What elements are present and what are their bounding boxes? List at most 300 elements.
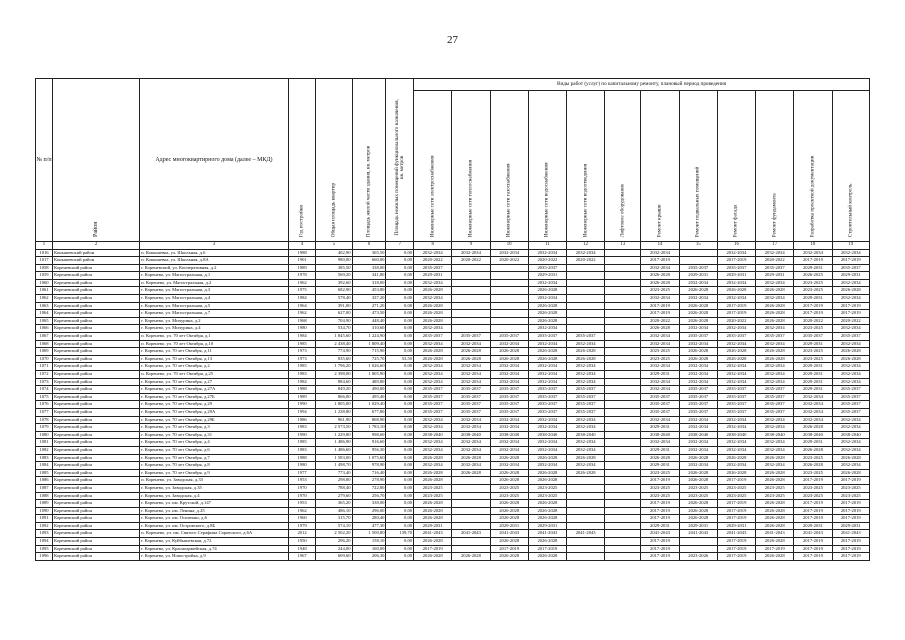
table-cell: Кореневский район: [52, 401, 139, 409]
table-cell: 1085: [36, 469, 53, 477]
table-cell: 2035-2037: [756, 333, 794, 341]
table-cell: 1068: [36, 340, 53, 348]
table-cell: 956,30: [352, 446, 386, 454]
table-cell: 2017-2019: [832, 538, 869, 546]
table-cell: 2023-2025: [641, 287, 679, 295]
table-cell: [452, 500, 490, 508]
table-cell: [490, 295, 528, 303]
column-number: 18: [794, 242, 832, 250]
table-cell: 2032-2034: [528, 340, 566, 348]
table-cell: Кореневский район: [52, 500, 139, 508]
table-cell: 2032-2034: [756, 424, 794, 432]
table-cell: 2038-2040: [567, 431, 605, 439]
table-cell: Кореневский район: [52, 317, 139, 325]
table-cell: 2035-2037: [414, 264, 452, 272]
table-cell: 1990: [288, 401, 316, 409]
table-cell: 2026-2028: [756, 500, 794, 508]
table-cell: 1073: [36, 378, 53, 386]
table-cell: 2032-2034: [490, 416, 528, 424]
table-cell: г. Коренево, ул. Магистральная, д.7: [140, 310, 289, 318]
table-cell: 2026-2028: [528, 553, 566, 561]
table-cell: [490, 272, 528, 280]
table-cell: 1970: [288, 492, 316, 500]
table-cell: 2026-2028: [414, 477, 452, 485]
table-cell: 2038-2040: [679, 431, 717, 439]
table-cell: 2026-2028: [490, 553, 528, 561]
table-cell: Кореневский район: [52, 378, 139, 386]
table-cell: 256,70: [352, 492, 386, 500]
table-cell: 2032-2034: [414, 325, 452, 333]
table-cell: 2026-2028: [452, 454, 490, 462]
table-cell: 1962: [288, 310, 316, 318]
table-cell: [605, 386, 641, 394]
header-row-1: [36, 79, 870, 91]
table-cell: [605, 378, 641, 386]
table-cell: 1069: [36, 348, 53, 356]
table-cell: 338,00: [352, 500, 386, 508]
table-cell: 1984: [288, 333, 316, 341]
table-cell: [452, 317, 490, 325]
table-cell: [452, 515, 490, 523]
table-cell: 2032-2034: [717, 295, 755, 303]
table-cell: 2 438,40: [316, 340, 352, 348]
table-cell: Кореневский район: [52, 553, 139, 561]
table-cell: 2032-2034: [452, 363, 490, 371]
col-header-nonliving-area: [386, 79, 414, 242]
table-cell: 2026-2028: [414, 310, 452, 318]
table-cell: Кореневский район: [52, 507, 139, 515]
table-cell: 1072: [36, 371, 53, 379]
table-cell: 2026-2028: [832, 287, 869, 295]
table-cell: 2032-2034: [794, 408, 832, 416]
table-cell: 2012: [288, 530, 316, 538]
table-cell: 2032-2034: [756, 363, 794, 371]
table-cell: 2029-2031: [794, 340, 832, 348]
table-cell: 2035-2037: [641, 393, 679, 401]
table-cell: 2029-2031: [641, 446, 679, 454]
table-row: [36, 279, 870, 287]
table-cell: 0,00: [386, 348, 414, 356]
table-cell: 0,00: [386, 522, 414, 530]
table-cell: 2035-2037: [528, 401, 566, 409]
table-cell: 2035-2037: [679, 333, 717, 341]
table-cell: 2032-2034: [452, 439, 490, 447]
table-cell: 2017-2019: [794, 500, 832, 508]
table-cell: 0,00: [386, 515, 414, 523]
table-cell: 2026-2028: [756, 477, 794, 485]
table-cell: п. Коренево, ул. 70 лет Октября, д.25: [140, 371, 289, 379]
table-cell: 1989: [288, 264, 316, 272]
table-cell: 1061: [36, 287, 53, 295]
table-cell: 2026-2028: [452, 469, 490, 477]
table-cell: 2035-2037: [832, 264, 869, 272]
col-header-work-label: Лифтовое оборудование: [619, 183, 626, 237]
table-cell: 2026-2028: [414, 317, 452, 325]
table-cell: 2032-2034: [567, 439, 605, 447]
table-cell: 1 486,90: [316, 439, 352, 447]
table-cell: 1017: [36, 257, 53, 265]
table-cell: г. Коренево, ул. 70 лет Октября, д.27: [140, 378, 289, 386]
table-cell: 0,00: [386, 287, 414, 295]
table-cell: 0,00: [386, 371, 414, 379]
table-cell: г. Коренево, ул. им. Островского, д.8Б: [140, 522, 289, 530]
table-cell: 2032-2034: [490, 249, 528, 257]
table-row: [36, 333, 870, 341]
table-cell: 2026-2028: [679, 287, 717, 295]
table-cell: 2041-2043: [452, 530, 490, 538]
table-cell: [567, 310, 605, 318]
table-cell: 2026-2028: [641, 279, 679, 287]
table-cell: 1 026,60: [352, 363, 386, 371]
table-cell: 609,60: [316, 553, 352, 561]
table-cell: 2038-2040: [641, 431, 679, 439]
column-number: 10: [490, 242, 528, 250]
table-cell: 2026-2028: [414, 454, 452, 462]
table-cell: 2032-2034: [679, 325, 717, 333]
table-cell: 0,00: [386, 378, 414, 386]
table-cell: 2029-2031: [832, 522, 869, 530]
table-cell: 2017-2019: [794, 507, 832, 515]
table-cell: 2026-2028: [794, 462, 832, 470]
table-row: [36, 545, 870, 553]
table-cell: 2017-2019: [717, 507, 755, 515]
table-cell: г. Коренево, ул. Магистральная, д.3: [140, 287, 289, 295]
table-cell: 2032-2034: [567, 340, 605, 348]
table-cell: 0,00: [386, 257, 414, 265]
table-cell: 2035-2037: [832, 401, 869, 409]
table-cell: Кореневский район: [52, 545, 139, 553]
table-cell: 2032-2034: [756, 371, 794, 379]
col-header-total-area-label: Общая площадь квартир: [330, 182, 337, 237]
table-cell: 1988: [288, 454, 316, 462]
table-cell: 2026-2028: [528, 302, 566, 310]
table-cell: 2023-2025: [641, 355, 679, 363]
table-cell: 2032-2034: [679, 446, 717, 454]
col-header-work-label: Инженерные сети теплоснабжения: [467, 159, 474, 237]
table-cell: 2026-2028: [414, 507, 452, 515]
table-cell: 315,70: [316, 515, 352, 523]
table-cell: 0,00: [386, 454, 414, 462]
table-cell: 1975: [288, 287, 316, 295]
table-cell: 2 573,50: [316, 424, 352, 432]
table-cell: 1083: [36, 454, 53, 462]
table-cell: 2032-2034: [452, 378, 490, 386]
table-cell: 2035-2037: [567, 333, 605, 341]
table-row: [36, 393, 870, 401]
table-cell: 2026-2028: [528, 538, 566, 546]
table-cell: 2032-2034: [832, 462, 869, 470]
table-cell: 2017-2019: [756, 545, 794, 553]
table-cell: 2032-2034: [717, 439, 755, 447]
table-cell: 2026-2028: [528, 348, 566, 356]
table-cell: 2041-2043: [794, 530, 832, 538]
table-cell: [679, 249, 717, 257]
table-cell: 1092: [36, 522, 53, 530]
table-cell: 2023-2025: [794, 279, 832, 287]
table-cell: [567, 484, 605, 492]
table-cell: 2023-2025: [756, 492, 794, 500]
table-cell: [452, 295, 490, 303]
table-cell: 2032-2034: [832, 439, 869, 447]
table-cell: 2032-2034: [832, 446, 869, 454]
column-number: 8: [414, 242, 452, 250]
table-cell: 2023-2025: [414, 484, 452, 492]
table-cell: [452, 484, 490, 492]
table-cell: 2035-2037: [756, 264, 794, 272]
table-cell: 2 502,20: [316, 530, 352, 538]
table-cell: 2017-2019: [794, 257, 832, 265]
table-cell: [567, 477, 605, 485]
table-cell: 2035-2037: [490, 401, 528, 409]
table-cell: 0,00: [386, 545, 414, 553]
table-cell: 2017-2019: [832, 553, 869, 561]
table-cell: 2035-2037: [528, 393, 566, 401]
table-cell: 1064: [36, 310, 53, 318]
table-cell: 2032-2034: [567, 363, 605, 371]
table-cell: г. Коренево, ул. Новостройка, д.9: [140, 553, 289, 561]
table-cell: Кореневский район: [52, 530, 139, 538]
column-number: 4: [288, 242, 316, 250]
table-cell: [567, 325, 605, 333]
table-cell: [605, 462, 641, 470]
table-cell: 2026-2028: [414, 302, 452, 310]
table-cell: 2026-2028: [528, 287, 566, 295]
table-cell: 2038-2040: [717, 431, 755, 439]
table-cell: 2017-2019: [717, 538, 755, 546]
table-cell: [567, 272, 605, 280]
table-cell: 473,50: [352, 310, 386, 318]
table-cell: 2032-2034: [794, 393, 832, 401]
table-cell: г. Коренево, ул. 70 лет Октября, д.7: [140, 454, 289, 462]
table-cell: 2032-2034: [528, 462, 566, 470]
col-header-work: [641, 91, 679, 242]
table-cell: 2023-2025: [641, 469, 679, 477]
table-row: [36, 325, 870, 333]
table-cell: 2032-2034: [756, 340, 794, 348]
table-row: [36, 348, 870, 356]
table-cell: [605, 371, 641, 379]
table-cell: 2026-2028: [414, 469, 452, 477]
column-number: 2: [52, 242, 139, 250]
table-cell: [605, 363, 641, 371]
table-cell: 2026-2028: [756, 538, 794, 546]
table-cell: 2026-2028: [679, 515, 717, 523]
table-cell: 2017-2019: [641, 545, 679, 553]
table-cell: Кореневский район: [52, 371, 139, 379]
table-row: [36, 371, 870, 379]
table-cell: 0,00: [386, 264, 414, 272]
col-header-work-label: Строительный контроль: [847, 183, 854, 237]
table-cell: 2023-2025: [794, 348, 832, 356]
column-number: 17: [756, 242, 794, 250]
table-cell: 2017-2019: [641, 257, 679, 265]
table-cell: 2032-2034: [414, 371, 452, 379]
table-row: [36, 507, 870, 515]
col-header-work: [567, 91, 605, 242]
table-cell: 980,00: [316, 257, 352, 265]
table-cell: 2035-2037: [414, 333, 452, 341]
table-cell: 2026-2028: [794, 446, 832, 454]
table-cell: 2032-2034: [528, 295, 566, 303]
col-header-work-label: Ремонт фундамента: [771, 193, 778, 237]
table-cell: 574,10: [316, 522, 352, 530]
table-cell: 2032-2034: [679, 295, 717, 303]
table-cell: 725,70: [352, 355, 386, 363]
table-cell: г. Коренево, ул. Заводская, д.4: [140, 492, 289, 500]
table-cell: 2026-2028: [490, 348, 528, 356]
table-row: [36, 249, 870, 257]
table-cell: 2020-2022: [490, 257, 528, 265]
table-row: [36, 515, 870, 523]
column-number: 1: [36, 242, 53, 250]
table-cell: 1059: [36, 272, 53, 280]
table-cell: 2035-2037: [452, 401, 490, 409]
table-row: [36, 553, 870, 561]
column-number: 9: [452, 242, 490, 250]
table-cell: 2032-2034: [679, 424, 717, 432]
table-cell: 2029-2031: [794, 439, 832, 447]
table-cell: 2026-2028: [756, 469, 794, 477]
table-cell: г. Коренево, ул. 70 лет Октября, д.6: [140, 446, 289, 454]
table-cell: 271,20: [352, 302, 386, 310]
table-cell: 2017-2019: [414, 545, 452, 553]
table-cell: 2026-2028: [490, 500, 528, 508]
table-cell: [452, 507, 490, 515]
table-cell: 2023-2025: [794, 469, 832, 477]
table-cell: 2032-2034: [832, 279, 869, 287]
table-cell: 2032-2034: [641, 378, 679, 386]
table-cell: [452, 492, 490, 500]
table-cell: 2041-2043: [567, 530, 605, 538]
table-cell: 2026-2028: [679, 310, 717, 318]
table-cell: г. Коренево, ул. 70 лет Октября, д.27А: [140, 386, 289, 394]
table-cell: 2026-2028: [528, 469, 566, 477]
table-cell: Кореневский район: [52, 522, 139, 530]
table-cell: [605, 393, 641, 401]
table-cell: 2017-2019: [832, 310, 869, 318]
table-cell: 2026-2028: [567, 469, 605, 477]
table-cell: 2026-2028: [490, 469, 528, 477]
table-cell: 2029-2031: [641, 424, 679, 432]
table-cell: 2032-2034: [832, 371, 869, 379]
table-cell: 2023-2025: [414, 492, 452, 500]
table-cell: г. Коренево, ул. 70 лет Октября, д.8: [140, 462, 289, 470]
table-cell: п. Конышевка, ул. Школьная, д.6: [140, 249, 289, 257]
table-cell: [605, 545, 641, 553]
table-cell: 716,40: [352, 469, 386, 477]
table-cell: Кореневский район: [52, 340, 139, 348]
table-cell: г. Коренево, ул. 70 лет Октября, д.31: [140, 431, 289, 439]
table-cell: [605, 257, 641, 265]
table-cell: 2032-2034: [528, 446, 566, 454]
table-cell: 0,00: [386, 439, 414, 447]
table-cell: 1065: [36, 317, 53, 325]
table-cell: 0,00: [386, 340, 414, 348]
table-cell: 2032-2034: [794, 401, 832, 409]
table-cell: [605, 492, 641, 500]
table-cell: 2035-2037: [756, 408, 794, 416]
table-cell: 2026-2028: [756, 348, 794, 356]
table-cell: Кореневский район: [52, 295, 139, 303]
col-header-work: [490, 91, 528, 242]
table-cell: Кореневский район: [52, 287, 139, 295]
table-cell: Кореневский район: [52, 363, 139, 371]
table-cell: 1 075,60: [352, 454, 386, 462]
table-row: [36, 416, 870, 424]
table-cell: 704,90: [316, 317, 352, 325]
table-cell: 2032-2034: [490, 462, 528, 470]
table-cell: 2017-2019: [641, 500, 679, 508]
table-cell: 2032-2034: [414, 424, 452, 432]
table-cell: 2017-2019: [832, 545, 869, 553]
table-cell: 1070: [36, 355, 53, 363]
table-cell: 2035-2037: [452, 333, 490, 341]
table-cell: 385,50: [316, 264, 352, 272]
table-cell: 2020-2022: [832, 317, 869, 325]
table-cell: 2032-2034: [832, 424, 869, 432]
table-cell: [605, 454, 641, 462]
table-cell: 2032-2034: [641, 340, 679, 348]
table-cell: 1 224,90: [352, 333, 386, 341]
table-cell: 2029-2031: [794, 522, 832, 530]
table-cell: г. Коренево, ул. 70 лет Октября, д.29: [140, 401, 289, 409]
table-cell: 278,90: [352, 477, 386, 485]
table-cell: 2032-2034: [717, 378, 755, 386]
table-cell: 2032-2034: [490, 340, 528, 348]
table-cell: 2023-2025: [528, 492, 566, 500]
table-cell: 2026-2028: [756, 317, 794, 325]
table-cell: 2029-2031: [641, 462, 679, 470]
table-body: [36, 249, 870, 560]
table-cell: 2035-2037: [490, 333, 528, 341]
table-cell: 2032-2034: [641, 416, 679, 424]
table-cell: 2026-2028: [414, 348, 452, 356]
table-cell: 2032-2034: [717, 363, 755, 371]
table-cell: 660,00: [352, 257, 386, 265]
table-cell: 2026-2028: [414, 553, 452, 561]
table-cell: 2026-2025: [794, 272, 832, 280]
table-cell: 1983: [288, 371, 316, 379]
table-cell: 0,00: [386, 333, 414, 341]
table-cell: 2032-2034: [717, 340, 755, 348]
col-header-num: № п/п: [36, 79, 53, 242]
table-cell: 2038-2040: [490, 431, 528, 439]
table-cell: 2032-2034: [414, 446, 452, 454]
table-cell: 2032-2034: [567, 378, 605, 386]
table-cell: г. Кореневский, ул. Кооперативная, д.2: [140, 264, 289, 272]
table-cell: 1079: [36, 424, 53, 432]
table-cell: 0,00: [386, 492, 414, 500]
table-row: [36, 431, 870, 439]
table-cell: 2023-2025: [794, 325, 832, 333]
table-cell: 2026-2028: [756, 355, 794, 363]
table-cell: 2035-2037: [679, 386, 717, 394]
table-cell: 2026-2028: [641, 325, 679, 333]
table-cell: 0,00: [386, 424, 414, 432]
table-cell: 2017-2019: [717, 500, 755, 508]
table-cell: 2017-2019: [794, 545, 832, 553]
table-cell: 0,00: [386, 393, 414, 401]
table-cell: 2020-2022: [717, 317, 755, 325]
table-cell: г. Коренево, ул. Магистральная, д.5: [140, 302, 289, 310]
table-cell: 2026-2028: [528, 500, 566, 508]
table-cell: 2032-2034: [490, 363, 528, 371]
table-cell: [605, 431, 641, 439]
table-cell: 2026-2028: [832, 355, 869, 363]
table-cell: [567, 317, 605, 325]
table-cell: 2026-2028: [490, 477, 528, 485]
table-cell: Кореневский район: [52, 492, 139, 500]
